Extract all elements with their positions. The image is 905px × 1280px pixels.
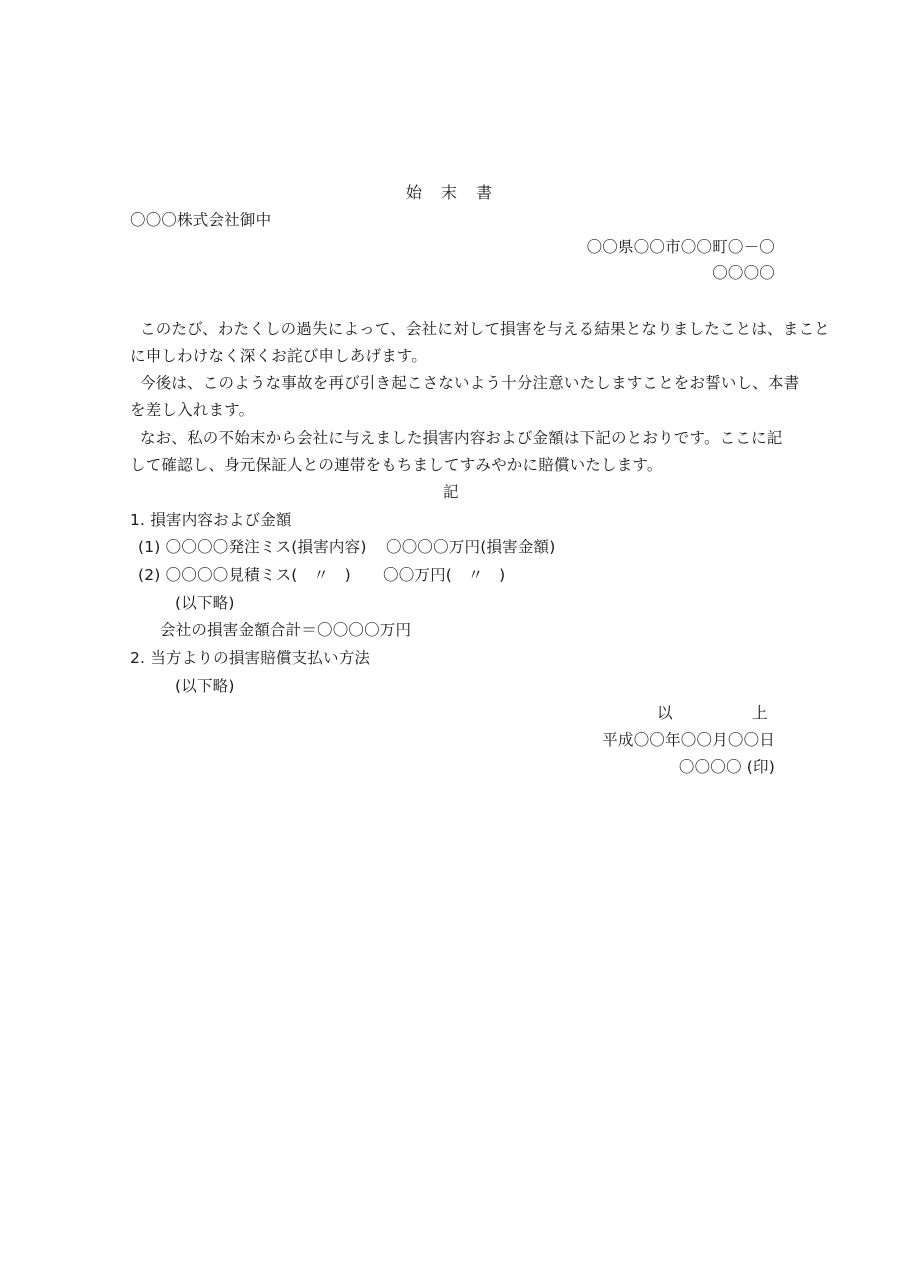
body-paragraph-2-line-1: 今後は、このような事故を再び引き起こさないよう十分注意いたしますことをお誓いし、本書 (140, 374, 800, 392)
item-2-omitted: (以下略) (175, 677, 235, 695)
recipient: 〇〇〇株式会社御中 (130, 211, 272, 229)
sender-name: 〇〇〇〇 (712, 264, 775, 282)
item-1-row-1-label: (1) 〇〇〇〇発注ミス(損害内容) (138, 538, 367, 556)
damage-total: 会社の損害金額合計＝〇〇〇〇万円 (160, 621, 412, 639)
signature: 〇〇〇〇 (印) (678, 758, 775, 776)
body-paragraph-2-line-2: を差し入れます。 (130, 401, 255, 419)
item-1-heading: 1. 損害内容および金額 (130, 511, 292, 529)
document-title: 始 末 書 (405, 183, 500, 202)
ki-heading: 記 (443, 483, 459, 501)
item-2-heading: 2. 当方よりの損害賠償支払い方法 (130, 649, 371, 667)
item-1-omitted: (以下略) (175, 594, 235, 612)
document-date: 平成〇〇年〇〇月〇〇日 (602, 731, 775, 749)
item-1-row-1-amount: 〇〇〇〇万円(損害金額) (386, 538, 556, 556)
item-1-row-2-amount: 〇〇万円( 〃 ) (383, 566, 506, 584)
body-paragraph-3-line-2: して確認し、身元保証人との連帯をもちましてすみやかに賠償いたします。 (130, 456, 663, 474)
closing-i: 以 (657, 704, 673, 722)
item-1-row-2-label: (2) 〇〇〇〇見積ミス( 〃 ) (138, 566, 351, 584)
body-paragraph-3-line-1: なお、私の不始末から会社に与えました損害内容および金額は下記のとおりです。ここに記 (140, 429, 783, 447)
closing-jou: 上 (752, 704, 768, 722)
body-paragraph-1-line-1: このたび、わたくしの過失によって、会社に対して損害を与える結果となりましたことは、まこと (140, 320, 830, 338)
sender-address: 〇〇県〇〇市〇〇町〇－〇 (586, 238, 775, 256)
body-paragraph-1-line-2: に申しわけなく深くお詫び申しあげます。 (130, 347, 428, 365)
